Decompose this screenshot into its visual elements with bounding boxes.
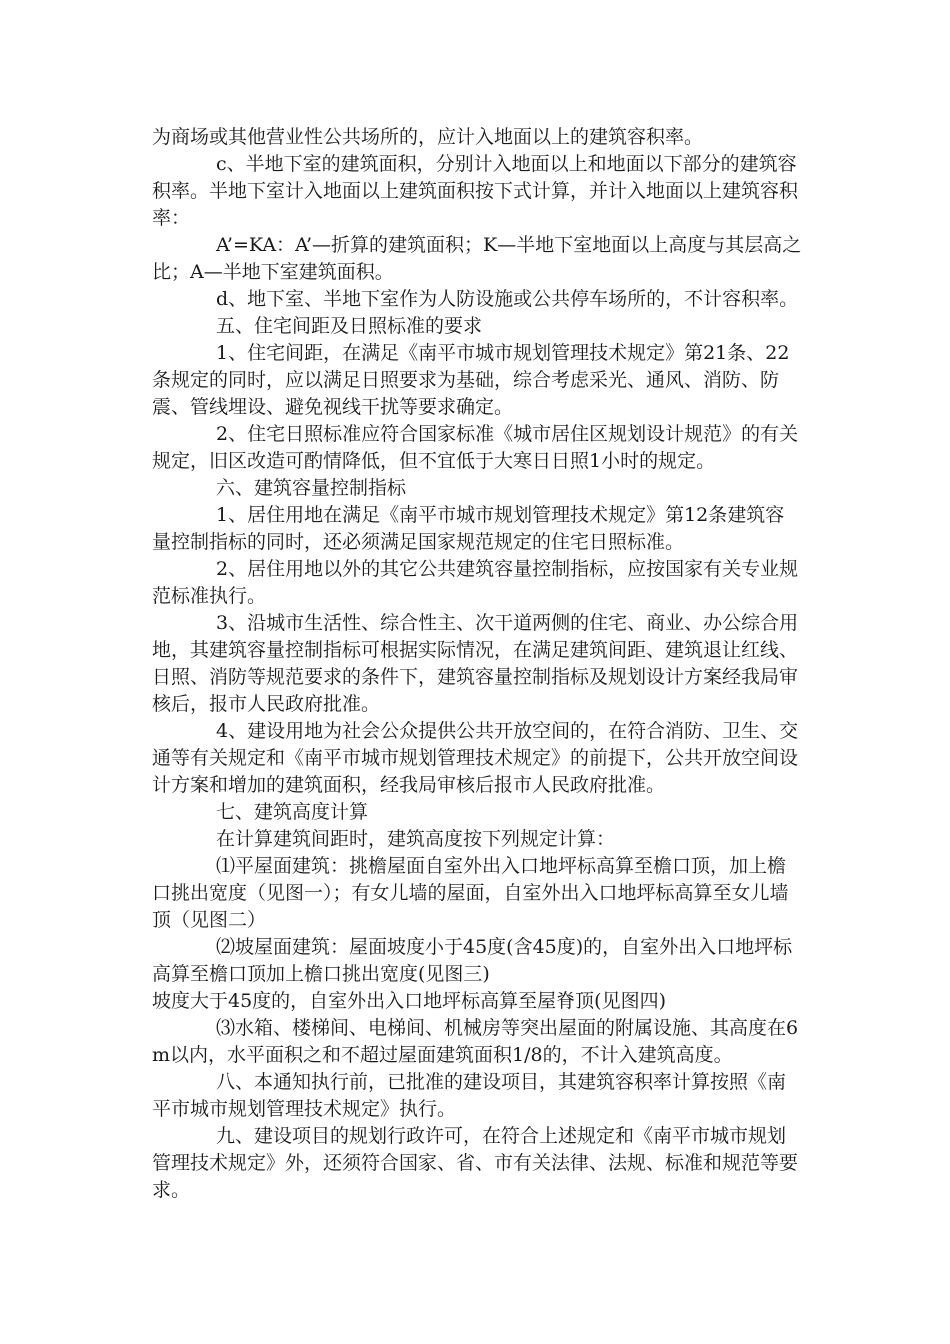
paragraph: 九、建设项目的规划行政许可，在符合上述规定和《南平市城市规划管理技术规定》外，还须符合国家、省、市有关法律、法规、标准和规范等要求。 <box>152 1125 799 1201</box>
paragraph: 1、住宅间距，在满足《南平市城市规划管理技术规定》第21条、22条规定的同时，应以满足日照要求为基础，综合考虑采光、通风、消防、防震、管线埋设、避免视线干扰等要求确定。 <box>152 342 790 418</box>
paragraph: 3、沿城市生活性、综合性主、次干道两侧的住宅、商业、办公综合用地，其建筑容量控制指标可根据实际情况，在满足建筑间距、建筑退让红线、日照、消防等规范要求的条件下，建筑容量控制指标及规划设计方案经我局审核后，报市人民政府批准。 <box>152 612 799 715</box>
paragraph: ⑵坡屋面建筑：屋面坡度小于45度(含45度)的，自室外出入口地坪标高算至檐口顶加上檐口挑出宽度(见图三) <box>152 936 793 985</box>
paragraph: 4、建设用地为社会公众提供公共开放空间的，在符合消防、卫生、交通等有关规定和《南平市城市规划管理技术规定》的前提下，公共开放空间设计方案和增加的建筑面积，经我局审核后报市人民政府批准。 <box>152 720 799 796</box>
paragraph: ⑴平屋面建筑：挑檐屋面自室外出入口地坪标高算至檐口顶，加上檐口挑出宽度（见图一）；有女儿墙的屋面，自室外出入口地坪标高算至女儿墙顶（见图二） <box>152 855 789 931</box>
paragraph: 2、住宅日照标准应符合国家标准《城市居住区规划设计规范》的有关规定，旧区改造可酌情降低，但不宜低于大寒日日照1小时的规定。 <box>152 423 799 472</box>
document-body <box>152 124 802 1204</box>
section-heading: 六、建筑容量控制指标 <box>216 477 407 499</box>
paragraph: 在计算建筑间距时，建筑高度按下列规定计算： <box>216 828 616 850</box>
paragraph: d、地下室、半地下室作为人防设施或公共停车场所的，不计容积率。 <box>216 288 799 310</box>
paragraph: 坡度大于45度的，自室外出入口地坪标高算至屋脊顶(见图四) <box>152 990 667 1012</box>
paragraph: 八、本通知执行前，已批准的建设项目，其建筑容积率计算按照《南平市城市规划管理技术规定》执行。 <box>152 1071 787 1120</box>
paragraph: 2、居住用地以外的其它公共建筑容量控制指标，应按国家有关专业规范标准执行。 <box>152 558 799 607</box>
paragraph: A’=KA：A’—折算的建筑面积；K—半地下室地面以上高度与其层高之比；A—半地下室建筑面积。 <box>152 234 802 283</box>
paragraph: c、半地下室的建筑面积，分别计入地面以上和地面以下部分的建筑容积率。半地下室计入地面以上建筑面积按下式计算，并计入地面以上建筑容积率： <box>152 153 799 229</box>
paragraph: ⑶水箱、楼梯间、电梯间、机械房等突出屋面的附属设施、其高度在6m以内，水平面积之和不超过屋面建筑面积1/8的，不计入建筑高度。 <box>152 1017 799 1066</box>
section-heading: 七、建筑高度计算 <box>216 801 369 823</box>
paragraph: 为商场或其他营业性公共场所的，应计入地面以上的建筑容积率。 <box>152 126 704 148</box>
section-heading: 五、住宅间距及日照标准的要求 <box>216 315 483 337</box>
paragraph: 1、居住用地在满足《南平市城市规划管理技术规定》第12条建筑容量控制指标的同时，还必须满足国家规范规定的住宅日照标准。 <box>152 504 785 553</box>
